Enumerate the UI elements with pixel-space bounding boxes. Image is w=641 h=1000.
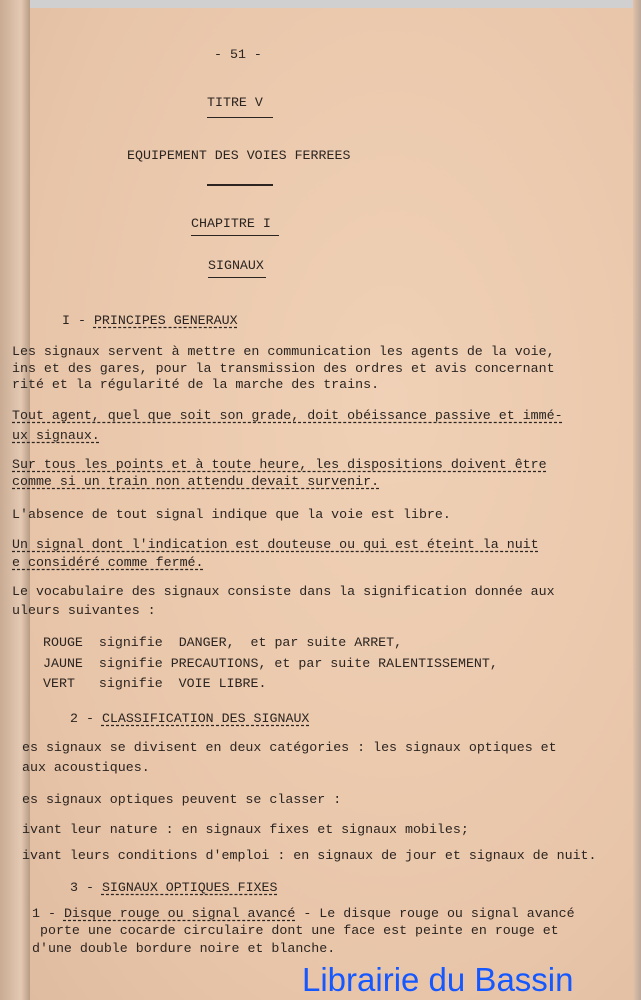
color-meaning: DANGER, et par suite ARRET, bbox=[178, 635, 403, 650]
page-edge bbox=[633, 0, 641, 1000]
text-line: es signaux optiques peuvent se classer : bbox=[22, 792, 342, 807]
titre: TITRE V bbox=[207, 95, 263, 110]
heading-text: PRINCIPES GENERAUX bbox=[93, 313, 238, 328]
chapitre-title-underline bbox=[208, 277, 266, 278]
text-line: e considéré comme fermé. bbox=[12, 555, 204, 570]
section3-heading bbox=[70, 880, 278, 896]
divider bbox=[207, 184, 273, 186]
text-line: rité et la régularité de la marche des trains. bbox=[12, 377, 380, 392]
item-text: - Le disque rouge ou signal avancé bbox=[295, 906, 575, 921]
color-name: VERT bbox=[43, 676, 75, 691]
color-name: JAUNE bbox=[43, 656, 83, 671]
text-line: Sur tous les points et à toute heure, les dispositions doivent être bbox=[12, 457, 547, 472]
text-line: ins et des gares, pour la transmission des ordres et avis concernant bbox=[12, 361, 555, 376]
color-verb: signifie bbox=[98, 635, 163, 650]
section1-heading bbox=[62, 313, 238, 329]
color-row bbox=[43, 676, 266, 692]
text-line: aux acoustiques. bbox=[22, 760, 150, 775]
text-line: d'une double bordure noire et blanche. bbox=[32, 941, 336, 956]
text-line: porte une cocarde circulaire dont une face est peinte en rouge et bbox=[40, 923, 559, 938]
text-line: Tout agent, quel que soit son grade, doit obéissance passive et immé- bbox=[12, 408, 563, 423]
item-number: 1 - bbox=[32, 906, 56, 921]
color-meaning: VOIE LIBRE. bbox=[170, 676, 267, 691]
color-verb: signifie bbox=[98, 656, 163, 671]
item-line bbox=[32, 906, 575, 922]
section2-heading bbox=[70, 711, 309, 727]
heading-number: I - bbox=[62, 313, 86, 328]
text-line: Un signal dont l'indication est douteuse ou qui est éteint la nuit bbox=[12, 537, 539, 552]
color-meaning: PRECAUTIONS, et par suite RALENTISSEMENT, bbox=[170, 656, 498, 671]
item-title: Disque rouge ou signal avancé bbox=[63, 906, 296, 921]
heading-text: SIGNAUX OPTIQUES FIXES bbox=[101, 880, 278, 895]
text-line: Le vocabulaire des signaux consiste dans la signification donnée aux bbox=[12, 584, 555, 599]
color-verb: signifie bbox=[98, 676, 163, 691]
watermark: Librairie du Bassin bbox=[302, 961, 574, 998]
text-line: L'absence de tout signal indique que la voie est libre. bbox=[12, 507, 451, 522]
color-name: ROUGE bbox=[43, 635, 83, 650]
subtitle: EQUIPEMENT DES VOIES FERREES bbox=[127, 148, 351, 163]
text-line: comme si un train non attendu devait survenir. bbox=[12, 474, 380, 489]
titre-underline bbox=[207, 117, 273, 118]
page-number: - 51 - bbox=[214, 47, 262, 62]
chapitre: CHAPITRE I bbox=[191, 216, 271, 231]
heading-number: 3 - bbox=[70, 880, 94, 895]
text-line: uleurs suivantes : bbox=[12, 603, 156, 618]
color-row bbox=[43, 656, 498, 672]
heading-number: 2 - bbox=[70, 711, 94, 726]
text-line: ivant leurs conditions d'emploi : en signaux de jour et signaux de nuit. bbox=[22, 848, 597, 863]
text-line: ux signaux. bbox=[12, 428, 100, 443]
text-line: Les signaux servent à mettre en communication les agents de la voie, bbox=[12, 344, 555, 359]
text-line: ivant leur nature : en signaux fixes et signaux mobiles; bbox=[22, 822, 469, 837]
text-line: es signaux se divisent en deux catégories : les signaux optiques et bbox=[22, 740, 557, 755]
chapitre-underline bbox=[191, 235, 279, 236]
color-row bbox=[43, 635, 402, 651]
heading-text: CLASSIFICATION DES SIGNAUX bbox=[101, 711, 310, 726]
chapitre-title: SIGNAUX bbox=[208, 258, 264, 273]
